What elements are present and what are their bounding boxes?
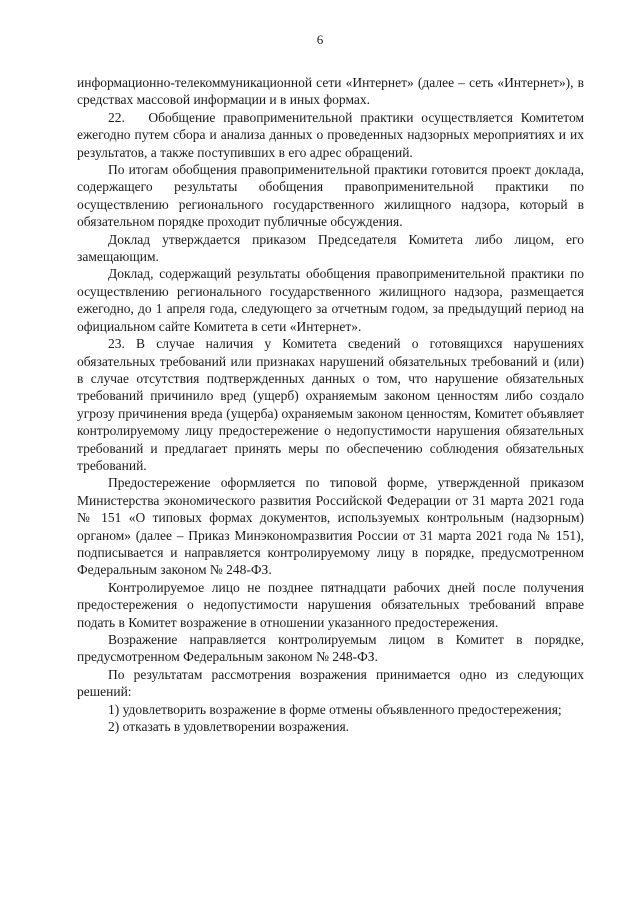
- paragraph-report-preparation: По итогам обобщения правоприменительной практики готовится проект доклада, содержащего результаты обобщения правоприменительной практики по осуществлению регионального государственного жилищного надзора, который в обязательном порядке проходит публичные обсуждения.: [77, 162, 584, 230]
- paragraph-continuation: информационно-телекоммуникационной сети «Интернет» (далее – сеть «Интернет»), в средствах массовой информации и в иных формах.: [77, 75, 584, 108]
- paragraph-objection-decisions: По результатам рассмотрения возражения принимается одно из следующих решений:: [77, 666, 584, 700]
- paragraph-22: 22. Обобщение правоприменительной практики осуществляется Комитетом ежегодно путем сбора и анализа данных о проведенных надзорных мероприятиях и их результатов, а также поступивших в его адрес обращений.: [77, 109, 584, 160]
- page-number: 6: [316, 32, 324, 47]
- paragraph-warning-form: Предостережение оформляется по типовой форме, утвержденной приказом Министерства экономического развития Российской Федерации от 31 марта 2021 года № 151 «О типовых формах документов, используемых контрольным (надзорным) органом» (далее – Приказ Минэкономразвития России от 31 марта 2021 года № 151), подписывается и направляется контролируемому лицу в порядке, предусмотренном Федеральным законом № 248-ФЗ.: [77, 475, 584, 578]
- paragraph-objection-right: Контролируемое лицо не позднее пятнадцати рабочих дней после получения предостережения о недопустимости нарушения обязательных требований вправе подать в Комитет возражение в отношении указанного предостережения.: [77, 579, 584, 630]
- list-item-decision-2: 2) отказать в удовлетворении возражения.: [108, 719, 350, 735]
- document-body: [77, 74, 584, 735]
- paragraph-23: 23. В случае наличия у Комитета сведений о готовящихся нарушениях обязательных требований или признаках нарушений обязательных требований и (или) в случае отсутствия подтвержденных данных о том, что нарушение обязательных требований причинило вред (ущерб) охраняемым законом ценностям либо создало угрозу причинения вреда (ущерба) охраняемым законом ценностям, Комитет объявляет контролируемому лицу предостережение о недопустимости нарушения обязательных требований и предлагает принять меры по обеспечению соблюдения обязательных требований.: [77, 336, 584, 473]
- list-item-decision-1: 1) удовлетворить возражение в форме отмены объявленного предостережения;: [108, 701, 562, 717]
- paragraph-report-approval: Доклад утверждается приказом Председателя Комитета либо лицом, его замещающим.: [77, 231, 584, 265]
- paragraph-objection-procedure: Возражение направляется контролируемым лицом в Комитет в порядке, предусмотренном Федеральным законом № 248-ФЗ.: [77, 632, 584, 665]
- paragraph-report-publication: Доклад, содержащий результаты обобщения правоприменительной практики по осуществлению регионального государственного жилищного надзора, размещается ежегодно, до 1 апреля года, следующего за отчетным годом, за предыдущий период на официальном сайте Комитета в сети «Интернет».: [77, 266, 584, 334]
